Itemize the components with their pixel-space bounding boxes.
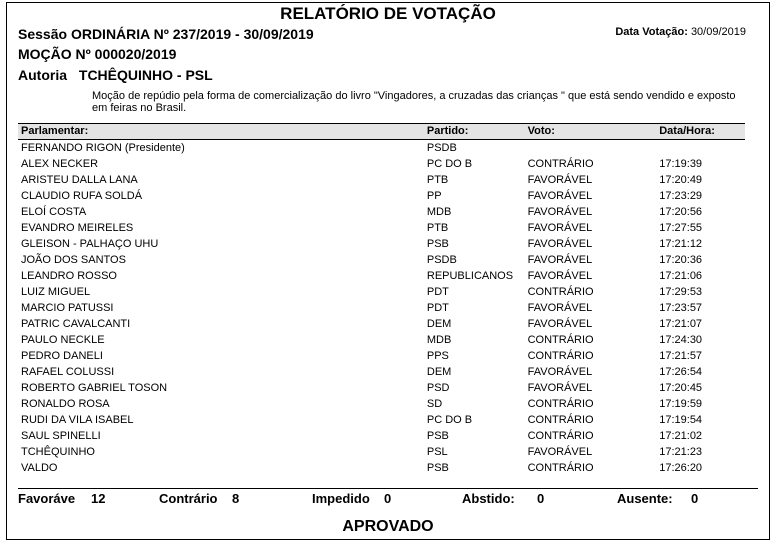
impeded-label: Impedido bbox=[312, 491, 370, 506]
cell-name: PATRIC CAVALCANTI bbox=[21, 318, 131, 330]
absent-count: 0 bbox=[691, 491, 699, 506]
cell-name: LEANDRO ROSSO bbox=[21, 270, 117, 282]
table-row bbox=[18, 252, 745, 268]
table-header bbox=[18, 123, 745, 140]
cell-time: 17:19:54 bbox=[659, 414, 703, 426]
vote-date bbox=[615, 26, 746, 38]
cell-name: PAULO NECKLE bbox=[21, 334, 105, 346]
cell-name: GLEISON - PALHAÇO UHU bbox=[21, 238, 159, 250]
cell-party: PSDB bbox=[426, 254, 457, 266]
cell-party: MDB bbox=[426, 206, 452, 218]
cell-name: MARCIO PATUSSI bbox=[21, 302, 114, 314]
cell-party: PP bbox=[426, 190, 442, 202]
motion-number: MOÇÃO Nº 000020/2019 bbox=[18, 46, 177, 62]
cell-party: PPS bbox=[426, 350, 449, 362]
cell-time: 17:27:55 bbox=[659, 222, 703, 234]
vote-date-label: Data Votação: bbox=[615, 26, 688, 38]
absent-label: Ausente: bbox=[617, 491, 673, 506]
cell-name: FERNANDO RIGON (Presidente) bbox=[21, 142, 185, 154]
cell-name: LUIZ MIGUEL bbox=[21, 286, 91, 298]
cell-party: PDT bbox=[426, 286, 449, 298]
cell-party: PSDB bbox=[426, 142, 457, 154]
cell-name: ROBERTO GABRIEL TOSON bbox=[21, 382, 168, 394]
cell-vote: CONTRÁRIO bbox=[527, 462, 594, 474]
cell-vote bbox=[528, 140, 658, 156]
cell-time: 17:21:23 bbox=[659, 446, 703, 458]
cell-party: DEM bbox=[426, 366, 452, 378]
table-row bbox=[18, 188, 745, 204]
table-row bbox=[18, 444, 745, 460]
cell-party: PSD bbox=[426, 382, 450, 394]
vote-date-value: 30/09/2019 bbox=[690, 26, 746, 38]
cell-vote: FAVORÁVEL bbox=[527, 446, 593, 458]
table-row bbox=[18, 300, 745, 316]
cell-vote: CONTRÁRIO bbox=[527, 430, 594, 442]
table-row bbox=[18, 396, 745, 412]
table-row bbox=[18, 460, 745, 476]
impeded-count: 0 bbox=[384, 491, 392, 506]
author-line bbox=[18, 67, 213, 83]
cell-time: 17:26:20 bbox=[659, 462, 703, 474]
vote-result: APROVADO bbox=[342, 518, 434, 535]
author-label: Autoria bbox=[18, 67, 67, 83]
cell-vote: CONTRÁRIO bbox=[527, 334, 594, 346]
cell-vote: FAVORÁVEL bbox=[527, 206, 593, 218]
table-row bbox=[18, 268, 745, 284]
cell-vote: CONTRÁRIO bbox=[527, 158, 594, 170]
header-name: Parlamentar: bbox=[21, 125, 89, 137]
table-row bbox=[18, 236, 745, 252]
cell-time: 17:21:02 bbox=[659, 430, 703, 442]
cell-time: 17:19:59 bbox=[659, 398, 703, 410]
cell-time: 17:20:36 bbox=[659, 254, 703, 266]
table-row bbox=[18, 332, 745, 348]
contrary-label: Contrário bbox=[159, 491, 218, 506]
cell-name: TCHÊQUINHO bbox=[21, 446, 95, 458]
cell-vote: FAVORÁVEL bbox=[527, 366, 593, 378]
cell-time: 17:23:29 bbox=[659, 190, 703, 202]
table-row bbox=[18, 284, 745, 300]
cell-vote: CONTRÁRIO bbox=[527, 286, 594, 298]
cell-name: PEDRO DANELI bbox=[21, 350, 103, 362]
cell-name: RONALDO ROSA bbox=[21, 398, 110, 410]
cell-name: VALDO bbox=[21, 462, 58, 474]
cell-name: CLAUDIO RUFA SOLDÁ bbox=[21, 190, 143, 202]
header-party: Partido: bbox=[426, 125, 469, 137]
cell-name: SAUL SPINELLI bbox=[21, 430, 101, 442]
cell-name: ELOÍ COSTA bbox=[21, 206, 87, 218]
cell-party: PC DO B bbox=[426, 158, 473, 170]
table-row bbox=[18, 428, 745, 444]
cell-time bbox=[657, 140, 745, 156]
cell-party: PSB bbox=[426, 238, 449, 250]
cell-vote: CONTRÁRIO bbox=[527, 414, 594, 426]
cell-vote: FAVORÁVEL bbox=[527, 302, 593, 314]
cell-vote: FAVORÁVEL bbox=[527, 190, 593, 202]
cell-party: SD bbox=[426, 398, 443, 410]
session-value: ORDINÁRIA Nº 237/2019 - 30/09/2019 bbox=[70, 26, 314, 42]
cell-time: 17:20:45 bbox=[659, 382, 703, 394]
header-vote: Voto: bbox=[527, 125, 555, 137]
header-time: Data/Hora: bbox=[659, 125, 715, 137]
cell-name: RAFAEL COLUSSI bbox=[21, 366, 115, 378]
cell-name: ALEX NECKER bbox=[21, 158, 99, 170]
cell-vote: FAVORÁVEL bbox=[527, 222, 593, 234]
table-row bbox=[18, 412, 745, 428]
table-row bbox=[18, 204, 745, 220]
cell-party: PDT bbox=[426, 302, 449, 314]
cell-party: PSB bbox=[426, 430, 449, 442]
cell-time: 17:26:54 bbox=[659, 366, 703, 378]
author-value: TCHÊQUINHO - PSL bbox=[78, 67, 213, 83]
cell-time: 17:29:53 bbox=[659, 286, 703, 298]
cell-name: EVANDRO MEIRELES bbox=[21, 222, 134, 234]
motion-description: Moção de repúdio pela forma de comercialização do livro "Vingadores, a cruzadas das crianças " que está sendo vendido e exposto em feiras no Brasil. bbox=[92, 90, 736, 114]
cell-time: 17:21:07 bbox=[659, 318, 703, 330]
cell-vote: CONTRÁRIO bbox=[527, 350, 594, 362]
cell-party: PSB bbox=[426, 462, 449, 474]
cell-time: 17:24:30 bbox=[659, 334, 703, 346]
cell-party: PC DO B bbox=[426, 414, 473, 426]
cell-vote: FAVORÁVEL bbox=[527, 238, 593, 250]
table-row bbox=[18, 140, 745, 156]
abstained-count: 0 bbox=[537, 491, 545, 506]
cell-vote: FAVORÁVEL bbox=[527, 318, 593, 330]
cell-party: MDB bbox=[426, 334, 452, 346]
favorable-label: Favoráve bbox=[18, 491, 76, 506]
abstained-label: Abstido: bbox=[462, 491, 515, 506]
vote-totals bbox=[18, 488, 758, 507]
cell-party: PTB bbox=[426, 174, 449, 186]
cell-party: DEM bbox=[426, 318, 452, 330]
table-row bbox=[18, 316, 745, 332]
cell-time: 17:20:56 bbox=[659, 206, 703, 218]
table-row bbox=[18, 348, 745, 364]
table-row bbox=[18, 220, 745, 236]
cell-name: JOÃO DOS SANTOS bbox=[21, 254, 126, 266]
cell-time: 17:21:12 bbox=[659, 238, 703, 250]
cell-time: 17:23:57 bbox=[659, 302, 703, 314]
table-row bbox=[18, 380, 745, 396]
favorable-count: 12 bbox=[91, 491, 106, 506]
cell-vote: FAVORÁVEL bbox=[527, 254, 593, 266]
cell-party: PSL bbox=[426, 446, 448, 458]
cell-party: PTB bbox=[426, 222, 449, 234]
session-line bbox=[18, 26, 314, 42]
cell-vote: FAVORÁVEL bbox=[527, 174, 593, 186]
report-title: RELATÓRIO DE VOTAÇÃO bbox=[280, 4, 496, 23]
votes-table bbox=[18, 123, 745, 476]
cell-vote: FAVORÁVEL bbox=[527, 382, 593, 394]
cell-time: 17:21:57 bbox=[659, 350, 703, 362]
cell-vote: CONTRÁRIO bbox=[527, 398, 594, 410]
table-row bbox=[18, 364, 745, 380]
cell-time: 17:20:49 bbox=[659, 174, 703, 186]
cell-vote: FAVORÁVEL bbox=[527, 270, 593, 282]
table-row bbox=[18, 156, 745, 172]
table-row bbox=[18, 172, 745, 188]
table-body bbox=[18, 140, 745, 476]
cell-name: RUDI DA VILA ISABEL bbox=[21, 414, 134, 426]
cell-time: 17:19:39 bbox=[659, 158, 703, 170]
contrary-count: 8 bbox=[232, 491, 240, 506]
cell-name: ARISTEU DALLA LANA bbox=[21, 174, 138, 186]
session-label: Sessão bbox=[18, 26, 68, 42]
cell-time: 17:21:06 bbox=[659, 270, 703, 282]
cell-party: REPUBLICANOS bbox=[426, 270, 514, 282]
